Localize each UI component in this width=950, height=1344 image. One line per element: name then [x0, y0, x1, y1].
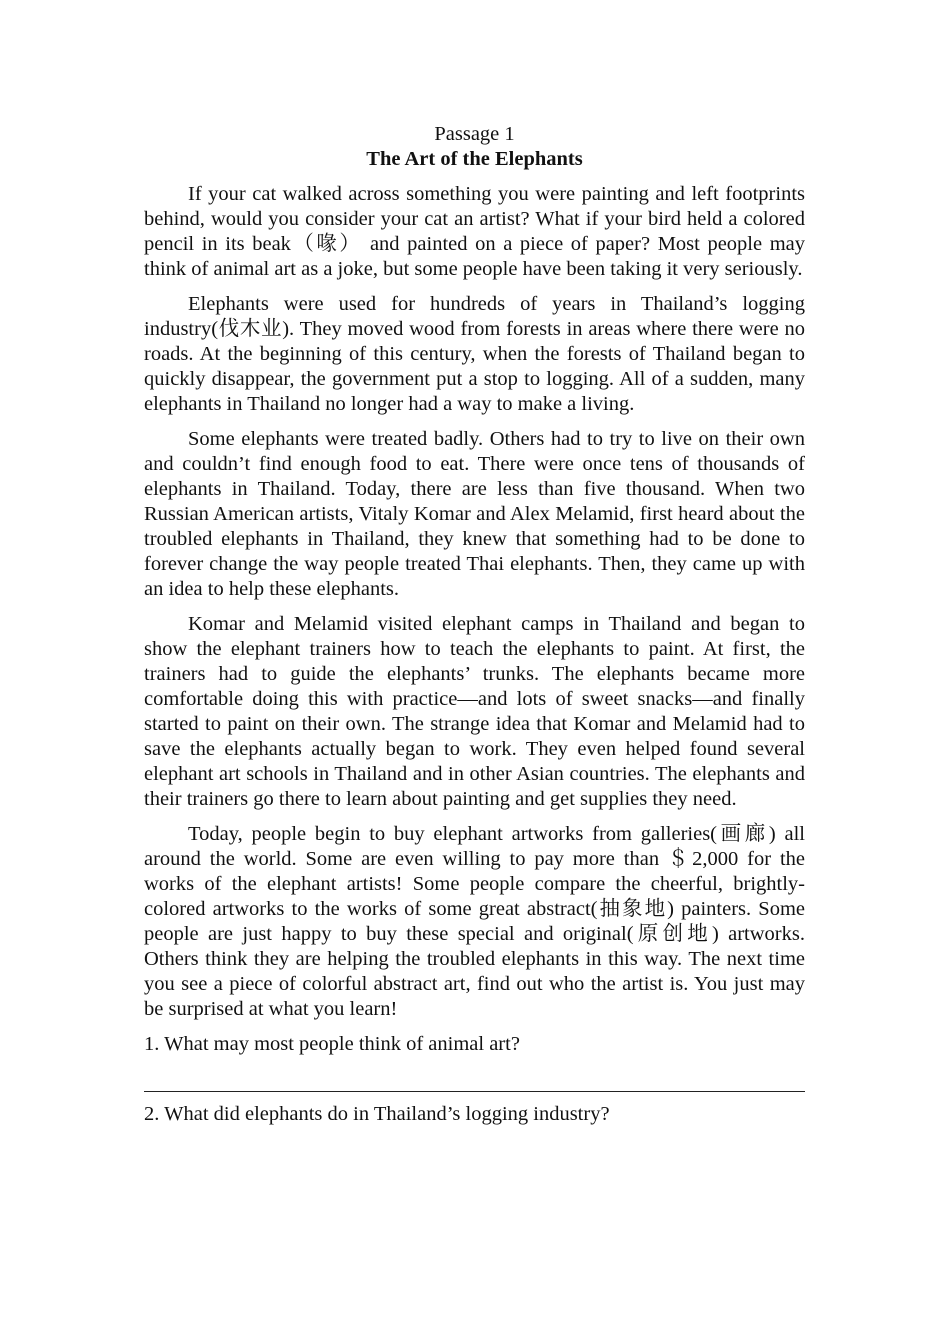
passage-document [144, 122, 805, 1127]
paragraph-1: If your cat walked across something you were painting and left footprints behind, would you consider your cat an artist? What if your bird held a colored pencil in its beak（喙） and painted on a piece of paper? Most people may think of animal art as a joke, but some people have been taking it very seriously. [144, 183, 805, 280]
passage-number: Passage 1 [434, 123, 515, 145]
paragraph-3: Some elephants were treated badly. Others had to try to live on their own and couldn’t find enough food to eat. There were once tens of thousands of elephants in Thailand. Today, there are less than five thousand. When two Russian American artists, Vitaly Komar and Alex Melamid, first heard about the troubled elephants in Thailand, they knew that something had to be done to forever change the way people treated Thai elephants. Then, they came up with an idea to help these elephants. [144, 428, 805, 600]
question-1: 1. What may most people think of animal art? [144, 1033, 520, 1055]
paragraph-5: Today, people begin to buy elephant artworks from galleries(画廊) all around the world. Some are even willing to pay more than ＄2,000 for the works of the elephant artists! Some people compare the cheerful, brightly-colored artworks to the works of some great abstract(抽象地) painters. Some people are just happy to buy these special and original(原创地) artworks. Others think they are helping the troubled elephants in this way. The next time you see a piece of colorful abstract art, find out who the artist is. You just may be surprised at what you learn! [144, 823, 805, 1020]
question-2: 2. What did elephants do in Thailand’s logging industry? [144, 1103, 610, 1125]
passage-title: The Art of the Elephants [366, 148, 583, 170]
paragraph-4: Komar and Melamid visited elephant camps in Thailand and began to show the elephant trainers how to teach the elephants to paint. At first, the trainers had to guide the elephants’ trunks. The elephants became more comfortable doing this with practice—and lots of sweet snacks—and finally started to paint on their own. The strange idea that Komar and Melamid had to save the elephants actually began to work. They even helped found several elephant art schools in Thailand and in other Asian countries. The elephants and their trainers go there to learn about painting and get supplies they need. [144, 613, 805, 810]
answer-line-1[interactable] [144, 1057, 805, 1092]
paragraph-2: Elephants were used for hundreds of years in Thailand’s logging industry(伐木业). They moved wood from forests in areas where there were no roads. At the beginning of this century, when the forests of Thailand began to quickly disappear, the government put a stop to logging. All of a sudden, many elephants in Thailand no longer had a way to make a living. [144, 293, 805, 415]
